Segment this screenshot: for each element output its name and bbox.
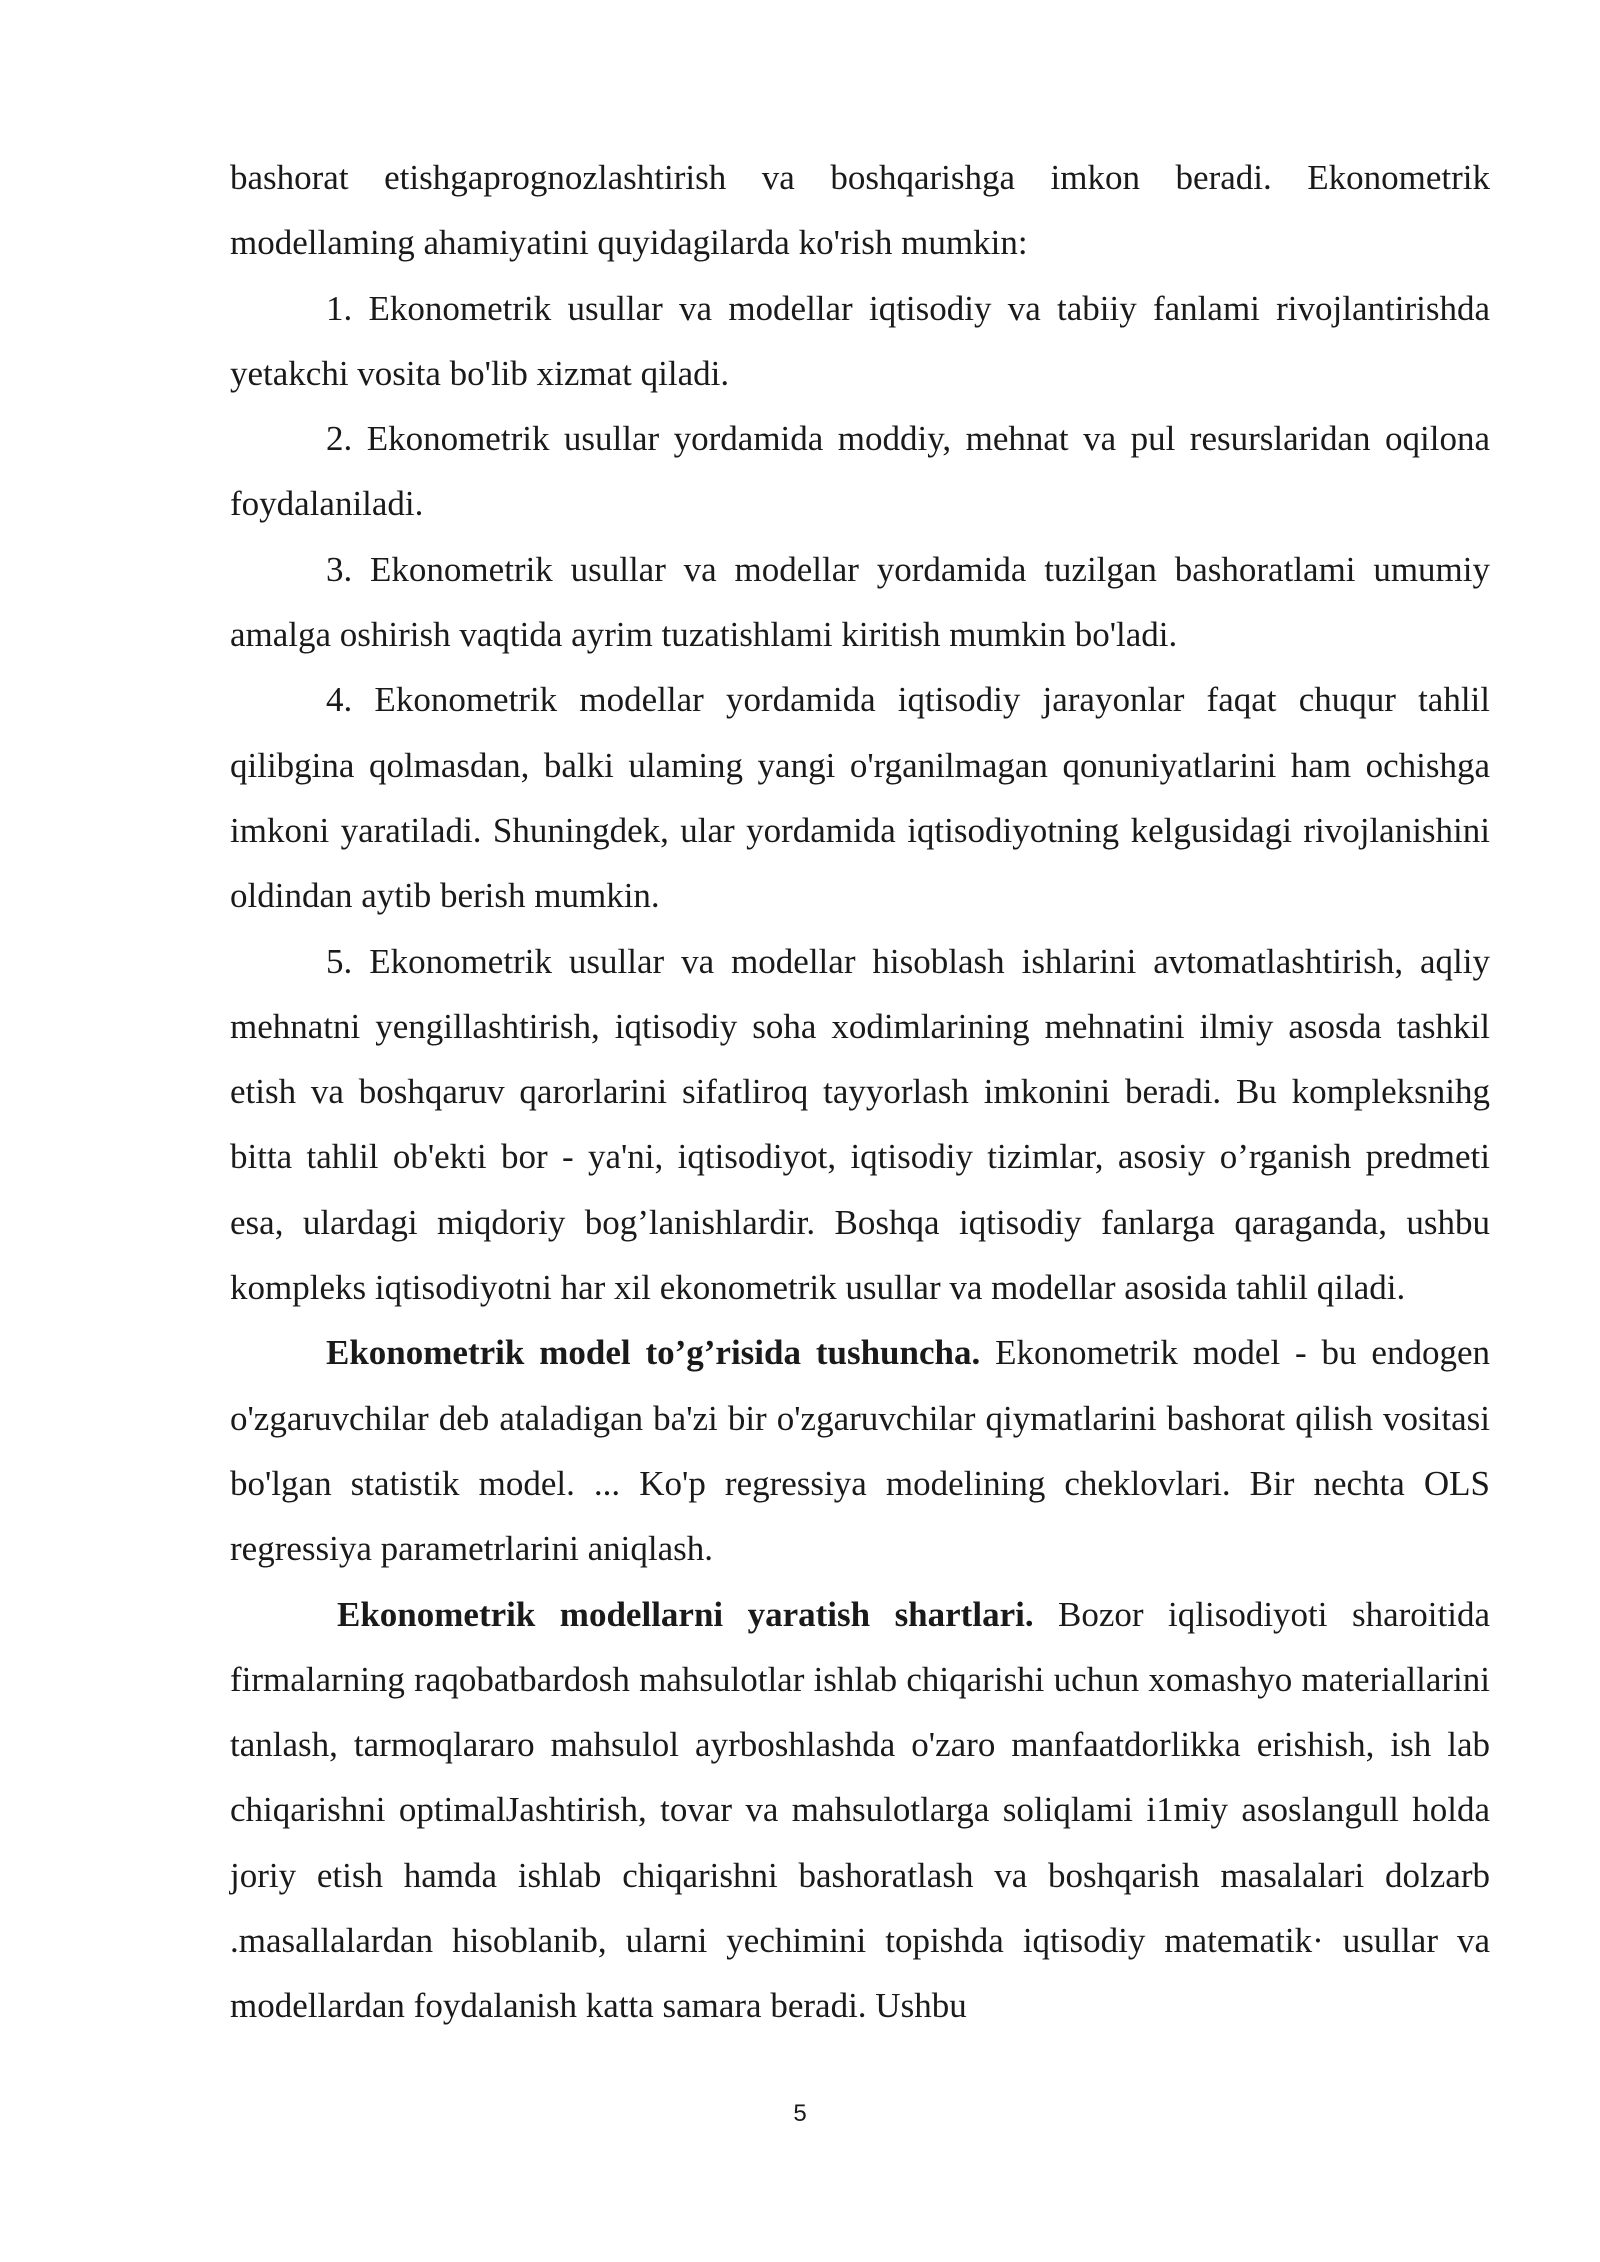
paragraph-model-concept-text: Ekonometrik model - bu endogen o'zgaruvchilar deb ataladigan ba'zi bir o'zgaruvchilar qiymatlarini bashorat qilish vositasi bo'lgan statistik model. ... Ko'p regressiya modelining cheklovlari. Bir nechta OLS regressiya parametrlarini aniqlash. <box>230 1333 1490 1569</box>
list-item-1: 1. Ekonometrik usullar va modellar iqtisodiy va tabiiy fanlami rivojlantirishda yetakchi vosita bo'lib xizmat qiladi. <box>230 288 1490 393</box>
list-item-2: 2. Ekonometrik usullar yordamida moddiy, mehnat va pul resurslaridan oqilona foydalaniladi. <box>230 419 1490 524</box>
paragraph-model-conditions-text: Bozor iqlisodiyoti sharoitida firmalarning raqobatbardosh mahsulotlar ishlab chiqarishi uchun xomashyo materiallarini tanlash, tarmoqlararo mahsulol ayrboshlashda o'zaro manfaatdorlikka erishish, ish lab chiqarishni optimalJashtirish, tovar va mahsulotlarga soliqlami i1miy asoslangull holda joriy etish hamda ishlab chiqarishni bashoratlash va boshqarish masalalari dolzarb .masallalardan hisoblanib, ularni yechimini topishda iqtisodiy matematik· usullar va modellardan foydalanish katta samara beradi. Ushbu <box>230 1594 1490 2026</box>
section-heading-model-concept: Ekonometrik model to’g’risida tushuncha. <box>326 1333 981 1373</box>
paragraph-model-conditions <box>230 1582 1490 2039</box>
page-number: 5 <box>793 2100 807 2127</box>
section-heading-model-conditions: Ekonometrik modellarni yaratish shartlari. <box>337 1594 1034 1634</box>
list-item-5: 5. Ekonometrik usullar va modellar hisoblash ishlarini avtomatlashtirish, aqliy mehnatni yengillashtirish, iqtisodiy soha xodimlarining mehnatini ilmiy asosda tashkil etish va boshqaruv qarorlarini sifatliroq tayyorlash imkonini beradi. Bu kompleksnihg bitta tahlil ob'ekti bor - ya'ni, iqtisodiyot, iqtisodiy tizimlar, asosiy o’rganish predmeti esa, ulardagi miqdoriy bog’lanishlardir. Boshqa iqtisodiy fanlarga qaraganda, ushbu kompleks iqtisodiyotni har xil ekonometrik usullar va modellar asosida tahlil qiladi. <box>230 941 1490 1308</box>
list-item-3: 3. Ekonometrik usullar va modellar yordamida tuzilgan bashoratlami umumiy amalga oshirish vaqtida ayrim tuzatishlami kiritish mumkin bo'ladi. <box>230 549 1490 655</box>
document-body <box>230 145 1490 2039</box>
list-item-4: 4. Ekonometrik modellar yordamida iqtisodiy jarayonlar faqat chuqur tahlil qilibgina qolmasdan, balki ulaming yangi o'rganilmagan qonuniyatlarini ham ochishga imkoni yaratiladi. Shuningdek, ular yordamida iqtisodiyotning kelgusidagi rivojlanishini oldindan aytib berish mumkin. <box>230 680 1490 916</box>
paragraph-model-concept <box>230 1320 1490 1581</box>
paragraph-intro: bashorat etishgaprognozlashtirish va boshqarishga imkon beradi. Ekonometrik modellaming ahamiyatini quyidagilarda ko'rish mumkin: <box>230 158 1490 263</box>
